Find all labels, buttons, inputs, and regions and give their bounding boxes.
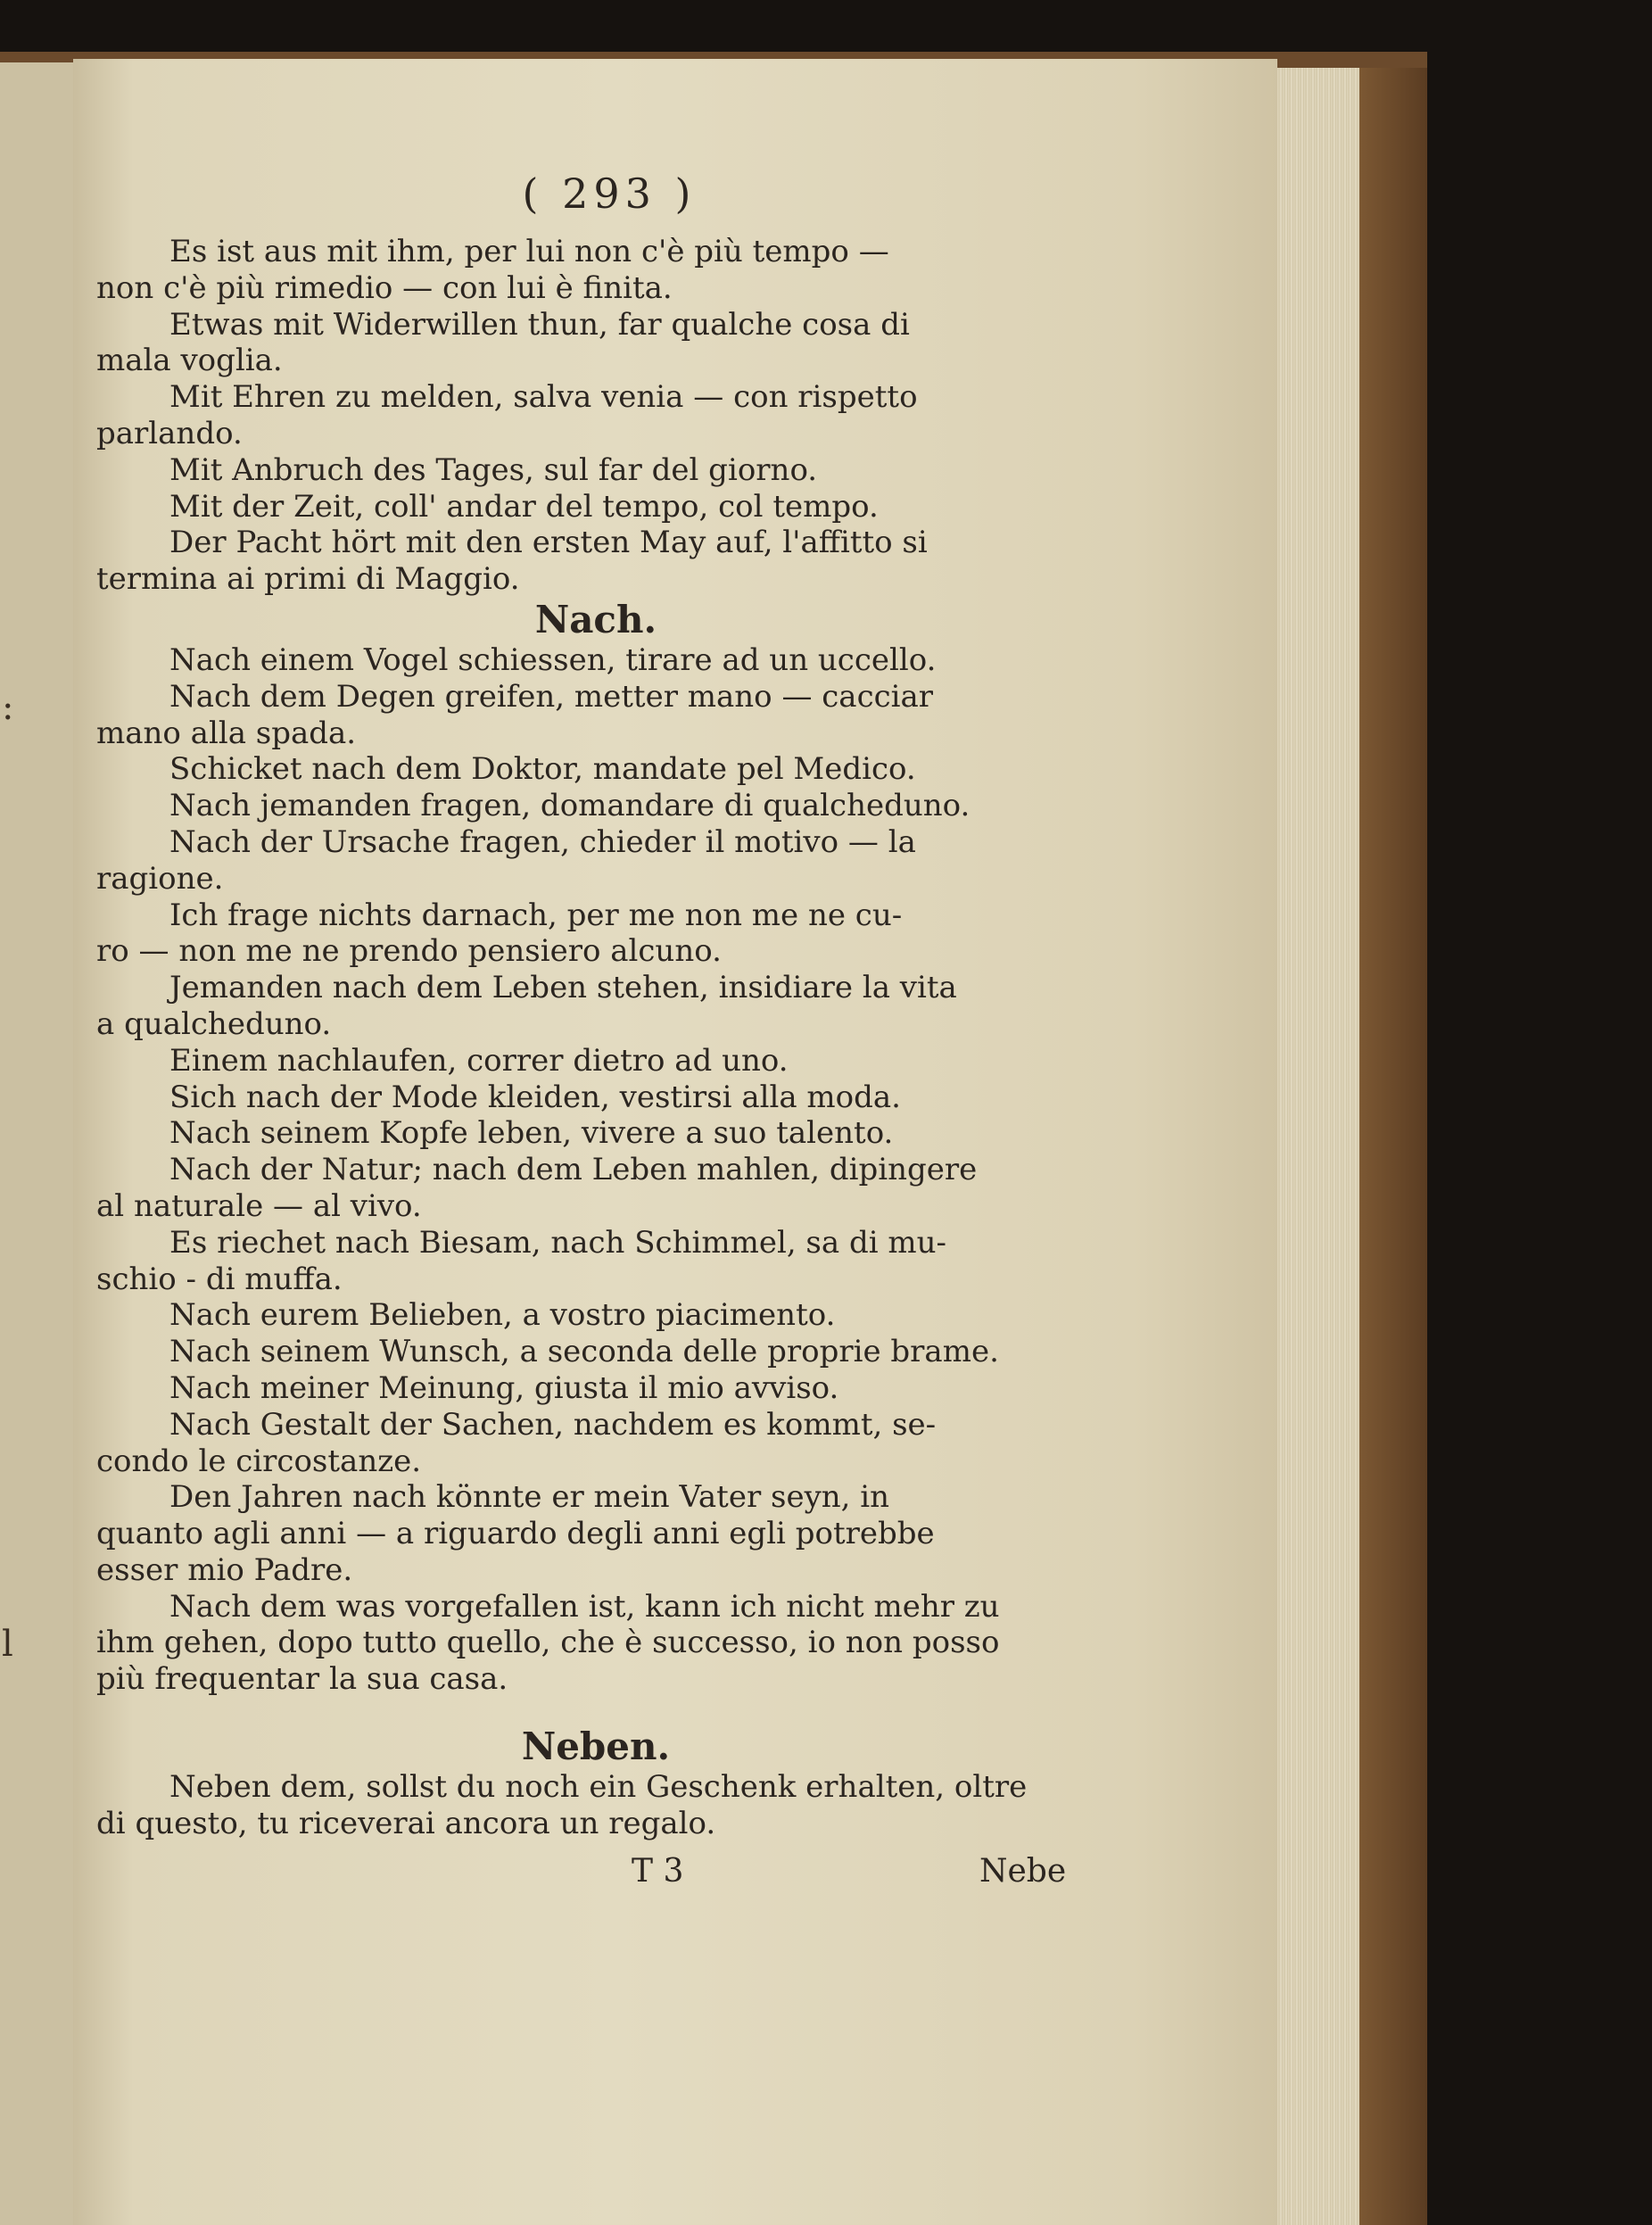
text-line: ihm gehen, dopo tutto quello, che è successo, io non posso bbox=[96, 1625, 1000, 1661]
text-line: più frequentar la sua casa. bbox=[96, 1661, 508, 1698]
text-line: schio - di muffa. bbox=[96, 1261, 343, 1297]
text-line: Nach der Natur; nach dem Leben mahlen, dipingere bbox=[169, 1152, 978, 1188]
text-line: parlando. bbox=[96, 415, 243, 451]
text-line: Nach seinem Wunsch, a seconda delle proprie brame. bbox=[169, 1334, 999, 1370]
text-line: Nach meiner Meinung, giusta il mio avviso. bbox=[169, 1369, 839, 1406]
text-line: ragione. bbox=[96, 860, 224, 897]
text-line: Es ist aus mit ihm, per lui non c'è più tempo — bbox=[169, 234, 889, 269]
text-line: Mit Ehren zu melden, salva venia — con rispetto bbox=[169, 379, 918, 416]
text-line: ro — non me ne prendo pensiero alcuno. bbox=[96, 933, 722, 970]
page-number-header: ( 293 ) bbox=[522, 170, 697, 218]
text-line: Nach der Ursache fragen, chieder il motivo — la bbox=[169, 823, 916, 860]
book-spine-edge bbox=[1359, 68, 1427, 2225]
text-line: Nach dem was vorgefallen ist, kann ich nicht mehr zu bbox=[169, 1588, 1000, 1625]
text-line: Den Jahren nach könnte er mein Vater seyn, in bbox=[169, 1479, 890, 1516]
text-line: Sich nach der Mode kleiden, vestirsi alla moda. bbox=[169, 1079, 901, 1115]
text-line: Nach seinem Kopfe leben, vivere a suo talento. bbox=[169, 1115, 894, 1152]
left-page-mark: l bbox=[2, 1624, 13, 1665]
text-line: Nach eurem Belieben, a vostro piacimento. bbox=[169, 1297, 836, 1334]
page-edges bbox=[1277, 68, 1359, 2225]
page-text bbox=[96, 170, 1095, 1892]
text-line: Nach Gestalt der Sachen, nachdem es kommt, se- bbox=[169, 1406, 937, 1443]
text-line: Etwas mit Widerwillen thun, far qualche cosa di bbox=[169, 306, 910, 343]
text-line: Es riechet nach Biesam, nach Schimmel, sa di mu- bbox=[169, 1224, 947, 1261]
text-line: Schicket nach dem Doktor, mandate pel Medico. bbox=[169, 751, 916, 788]
text-line: termina ai primi di Maggio. bbox=[96, 561, 520, 598]
text-line: Nach dem Degen greifen, metter mano — cacciar bbox=[169, 678, 934, 715]
signature-mark: T 3 bbox=[632, 1852, 684, 1890]
text-line: quanto agli anni — a riguardo degli anni egli potrebbe bbox=[96, 1516, 935, 1552]
text-line: non c'è più rimedio — con lui è finita. bbox=[96, 269, 673, 306]
catchword: Nebe bbox=[979, 1852, 1067, 1890]
left-page-edge bbox=[0, 62, 76, 2225]
text-line: Ich frage nichts darnach, per me non me ne cu- bbox=[169, 897, 903, 933]
text-line: condo le circostanze. bbox=[96, 1443, 422, 1479]
section-heading: Nach. bbox=[534, 597, 657, 641]
text-line: Mit der Zeit, coll' andar del tempo, col tempo. bbox=[169, 488, 879, 525]
text-line: a qualcheduno. bbox=[96, 1005, 332, 1042]
text-line: Nach einem Vogel schiessen, tirare ad un uccello. bbox=[169, 641, 937, 678]
text-line: mala voglia. bbox=[96, 343, 283, 379]
page-footer bbox=[96, 1853, 1095, 1892]
text-line: mano alla spada. bbox=[96, 715, 357, 751]
text-line: Nach jemanden fragen, domandare di qualcheduno. bbox=[169, 788, 971, 824]
text-line: Mit Anbruch des Tages, sul far del giorno. bbox=[169, 451, 818, 488]
text-line: Neben dem, sollst du noch ein Geschenk erhalten, oltre bbox=[169, 1769, 1028, 1806]
text-body bbox=[96, 234, 1095, 1842]
text-line: Der Pacht hört mit den ersten May auf, l'affitto si bbox=[169, 525, 928, 561]
text-line: Jemanden nach dem Leben stehen, insidiare la vita bbox=[169, 970, 957, 1006]
text-line: Einem nachlaufen, correr dietro ad uno. bbox=[169, 1042, 789, 1079]
text-line: esser mio Padre. bbox=[96, 1551, 353, 1588]
text-line: di questo, tu riceverai ancora un regalo. bbox=[96, 1805, 716, 1841]
text-line: al naturale — al vivo. bbox=[96, 1187, 422, 1224]
section-heading: Neben. bbox=[521, 1725, 671, 1769]
left-page-mark: : bbox=[2, 687, 14, 728]
